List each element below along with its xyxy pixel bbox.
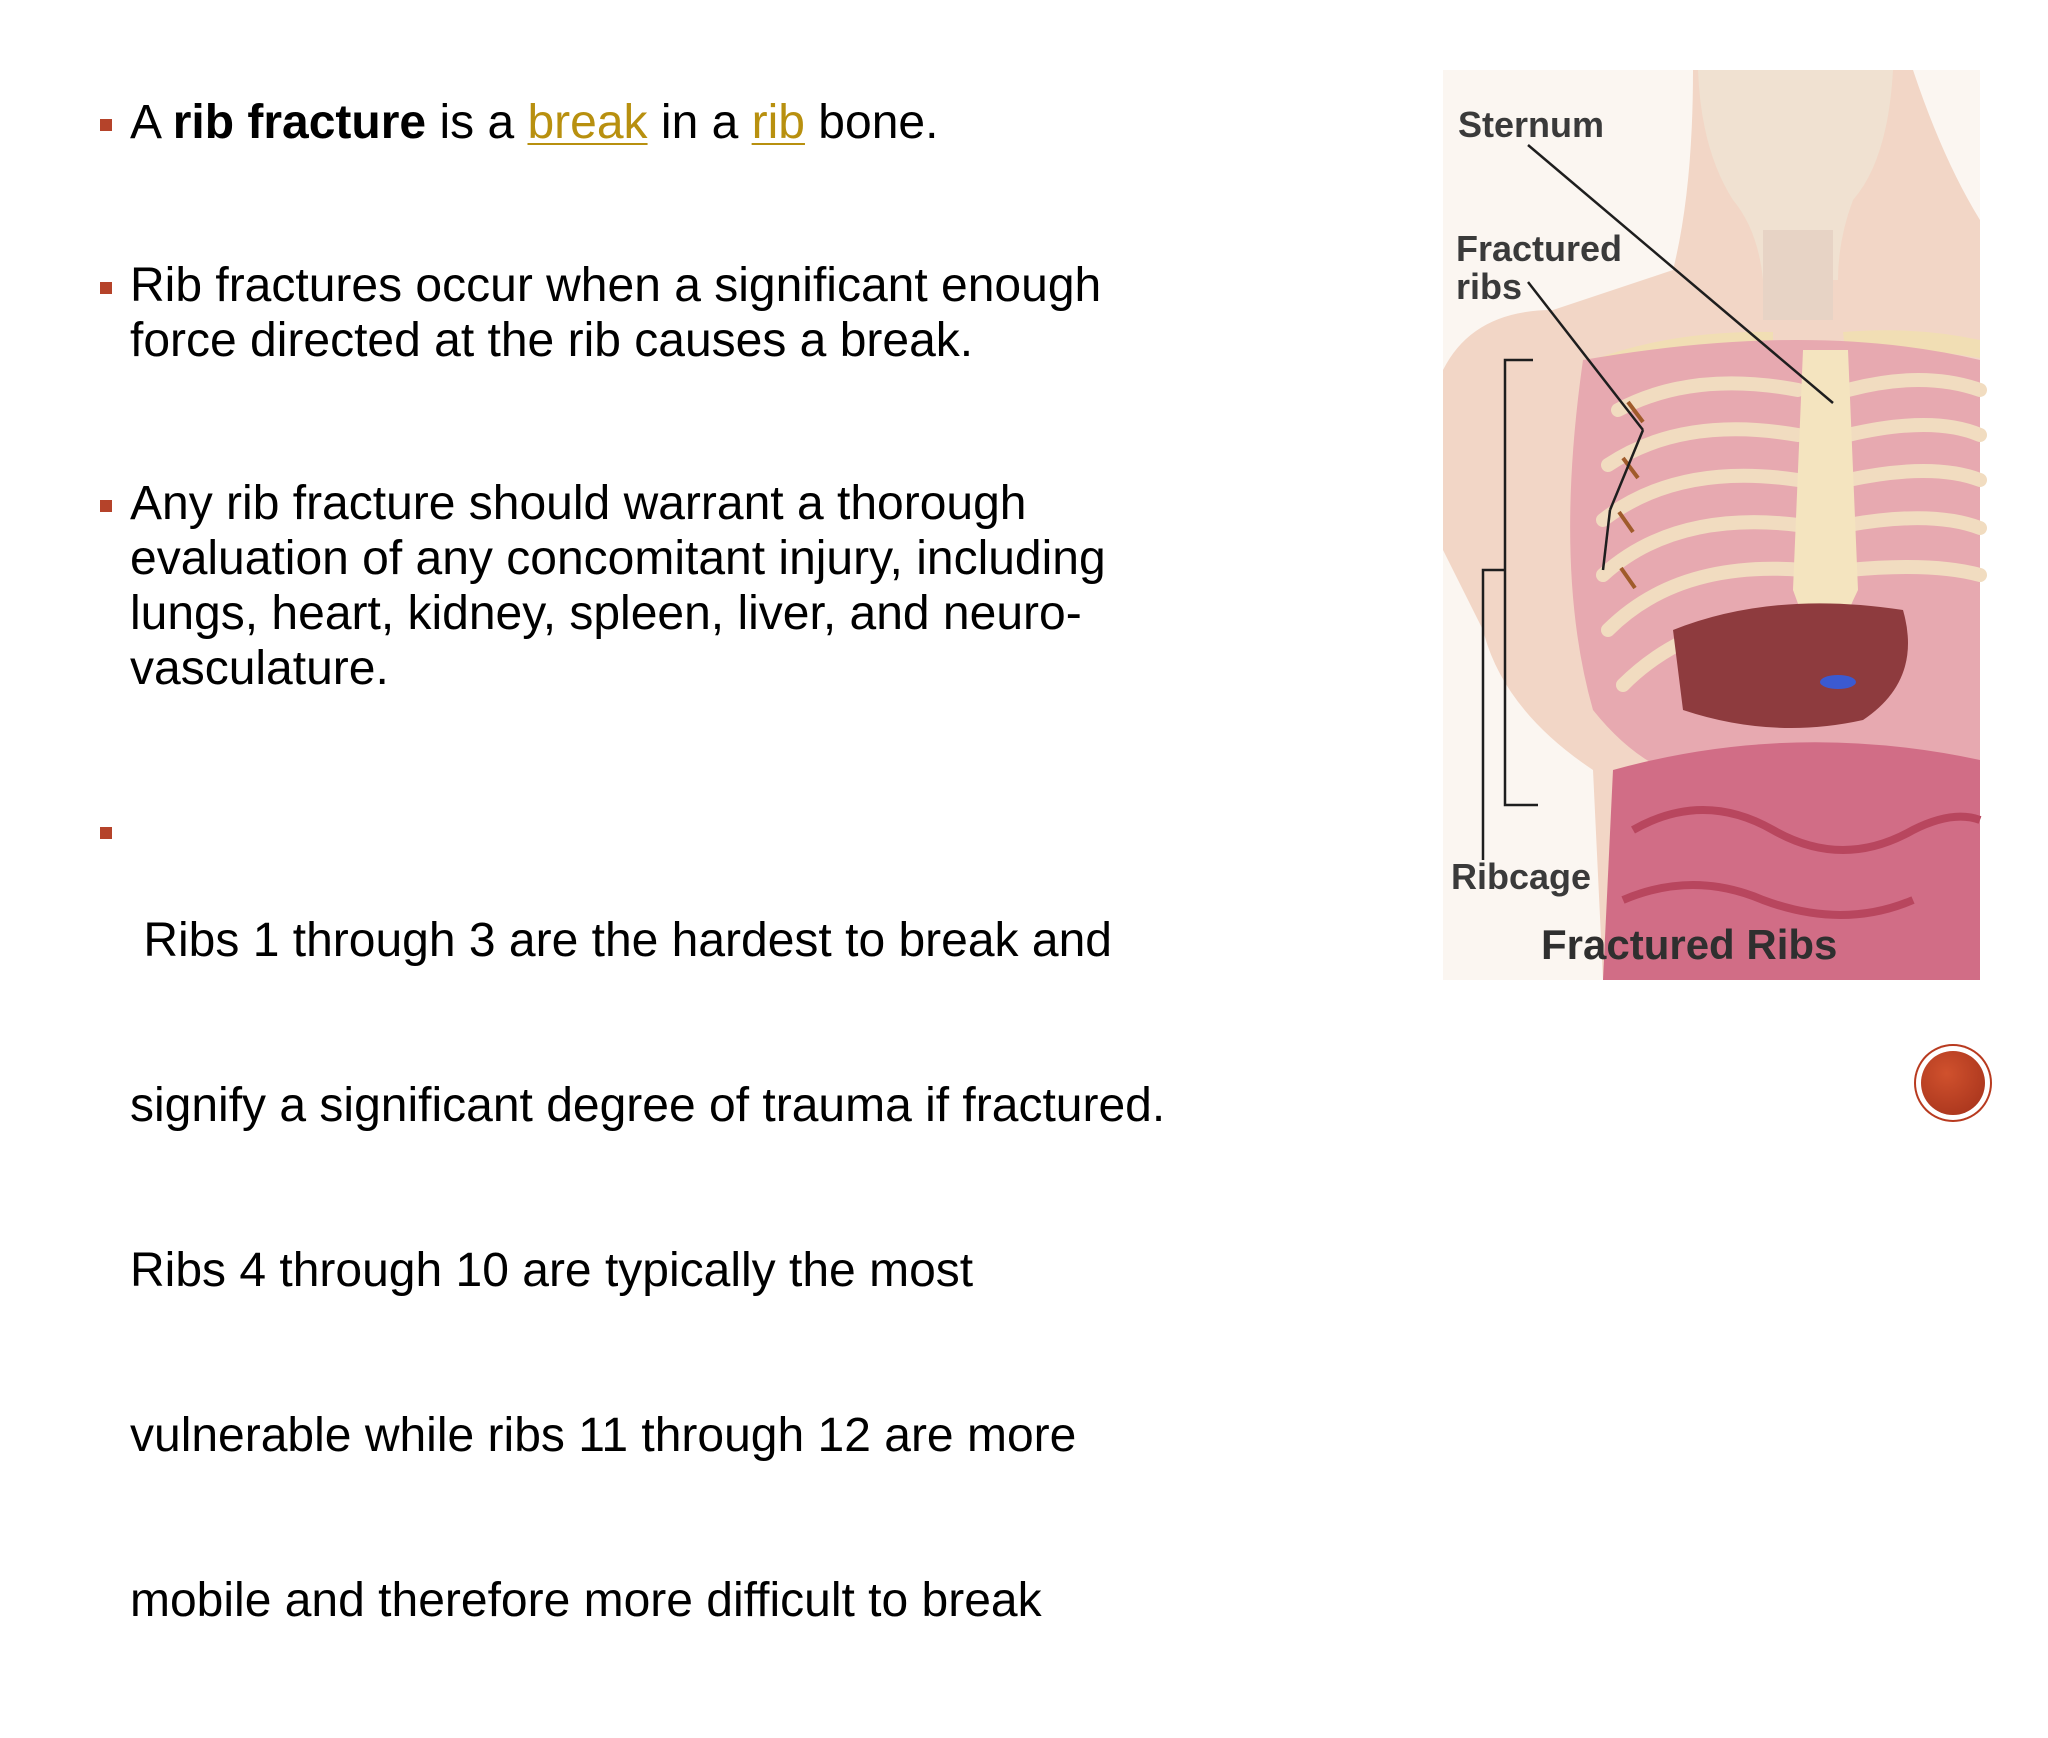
text-line: vulnerable while ribs 11 through 12 are more [130,1409,1077,1462]
rib-link[interactable]: rib [751,96,805,149]
nav-circle-icon [1921,1051,1985,1115]
text-line: signify a significant degree of trauma if fractured. [130,1079,1166,1132]
label-sternum: Sternum [1458,104,1605,145]
label-ribcage: Ribcage [1451,856,1592,897]
text-line: Ribs 1 through 3 are the hardest to break and [130,914,1112,967]
text-segment: A [130,96,173,149]
label-fractured-ribs [1456,230,1622,306]
illustration-title: Fractured Ribs [1541,921,1838,968]
text-line: mobile and therefore more difficult to break [130,1574,1042,1627]
break-link[interactable]: break [527,96,648,149]
bullet-item [100,258,1330,373]
bullet-marker [100,282,112,294]
bullet-marker [100,500,112,512]
text-segment: bone. [804,96,939,149]
text-line: vasculature. [130,642,389,695]
bullet-item [100,476,1330,701]
text-line: force directed at the rib causes a break. [130,314,974,367]
anatomy-drawing [1443,70,1980,980]
bullet-item [100,95,1330,155]
bullet-text [130,95,938,150]
text-line: Rib fractures occur when a significant enough [130,259,1102,312]
bullet-marker [100,119,112,131]
text-line: evaluation of any concomitant injury, including [130,532,1106,585]
label-line: ribs [1456,266,1523,307]
bullet-item [100,803,1330,1627]
text-line: Any rib fracture should warrant a thorough [130,477,1027,530]
text-line: Ribs 4 through 10 are typically the most [130,1244,974,1297]
next-slide-button[interactable] [1916,1046,1990,1120]
text-segment: is a [426,96,528,149]
bullet-text [130,476,1106,696]
text-segment: in a [647,96,752,149]
bold-term: rib fracture [172,96,427,149]
label-line: Fractured [1456,228,1623,269]
bullet-marker [100,827,112,839]
bullet-text [130,258,1101,368]
rib-fracture-illustration [1443,70,1980,980]
bullet-text [130,803,1165,1738]
text-line: lungs, heart, kidney, spleen, liver, and neuro- [130,587,1082,640]
